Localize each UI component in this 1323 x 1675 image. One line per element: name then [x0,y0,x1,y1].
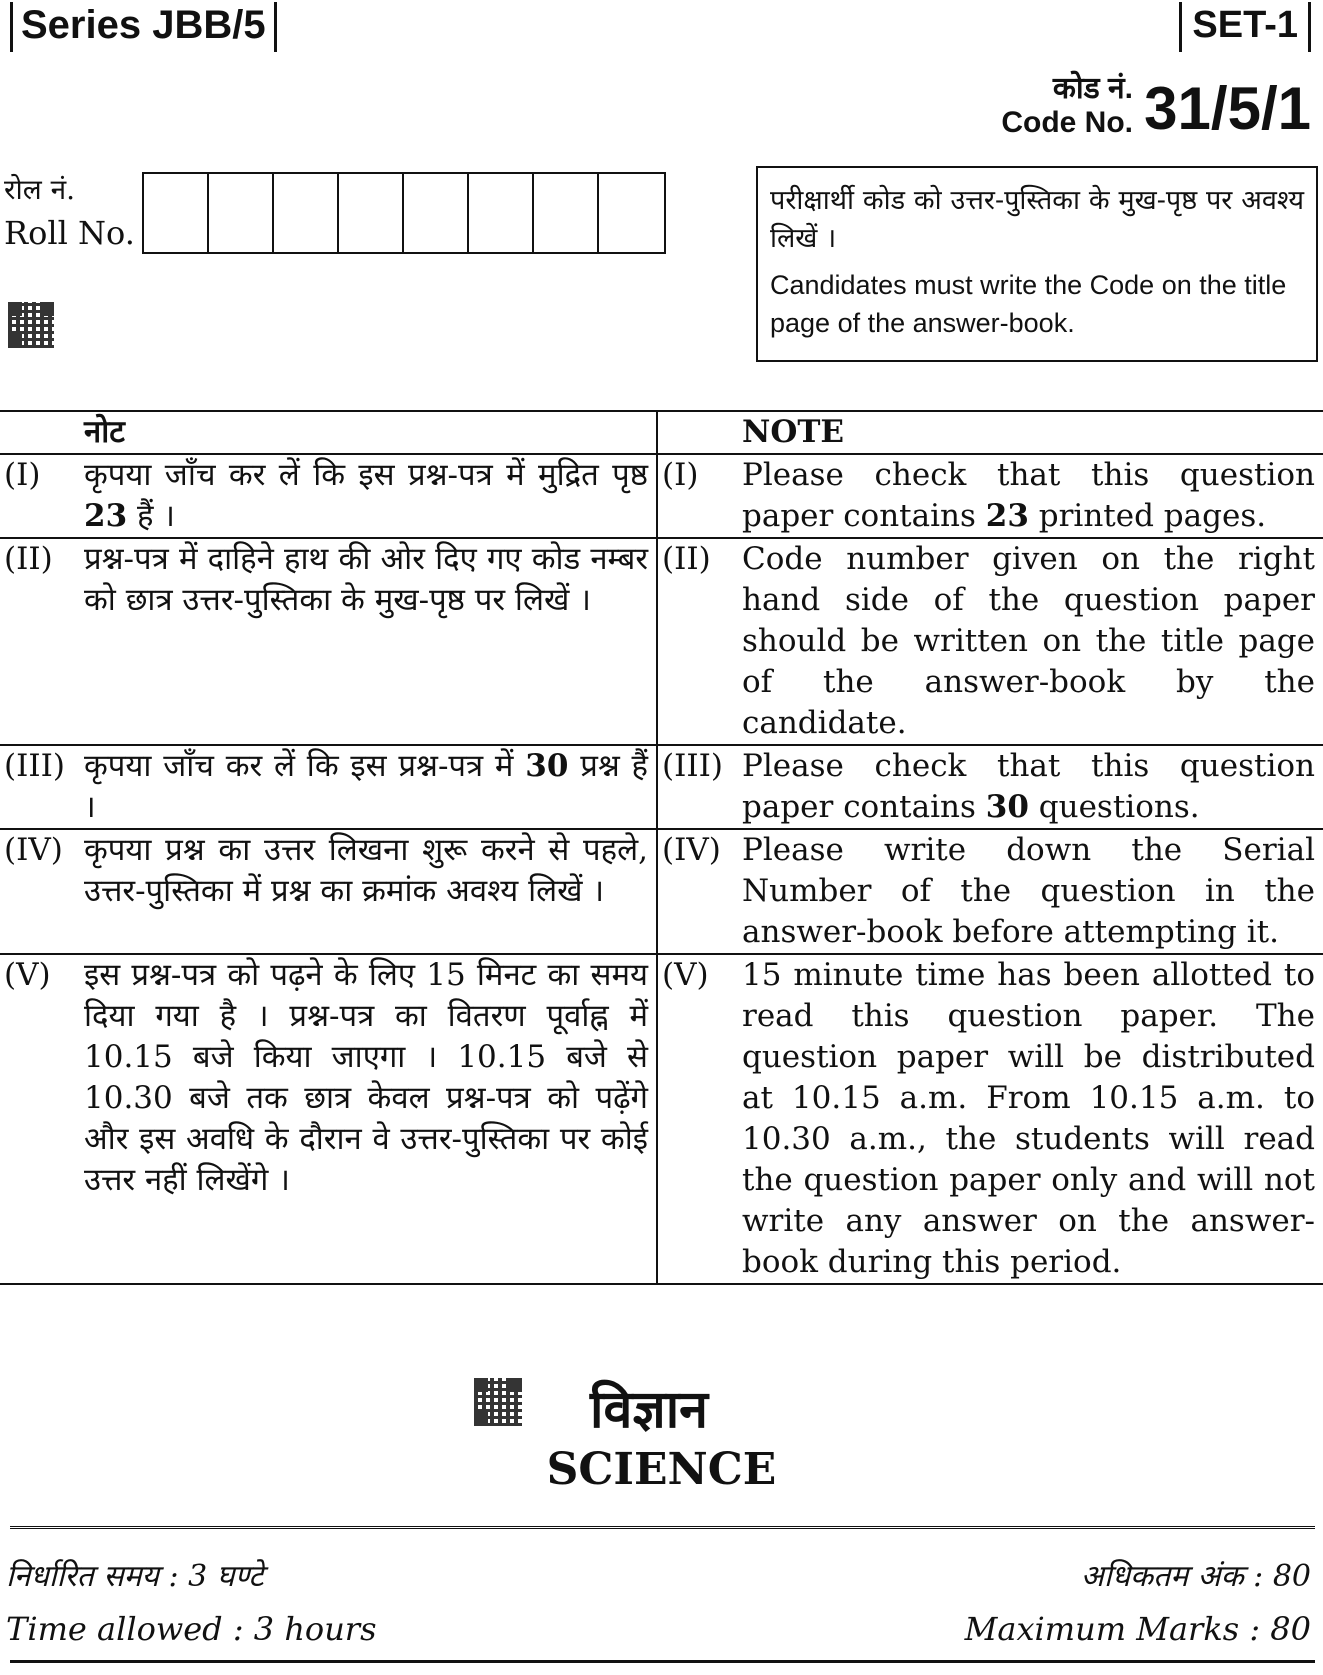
series-label: Series JBB/5 [10,2,277,52]
roll-label-english: Roll No. [4,214,135,252]
candidate-instruction-box [756,166,1318,362]
max-marks-hindi: अधिकतम अंक : 80 [1080,1559,1311,1594]
roll-number-box[interactable] [599,174,664,252]
divider-bottom [10,1660,1315,1663]
note-text-hi: कृपया जाँच कर लें कि इस प्रश्न-पत्र में मुद्रित पृष्ठ 23 हैं । [84,457,648,534]
note-text-hi: प्रश्न-पत्र में दाहिने हाथ की ओर दिए गए कोड नम्बर को छात्र उत्तर-पुस्तिका के मुख-पृष्ठ पर लिखें । [84,541,648,618]
note-text-en: 15 minute time has been allotted to read this question paper. The question paper will be distributed at 10.15 a.m. From 10.15 a.m. to 10.30 a.m., the students will read the question paper only and will not write any answer on the answer-book during this period. [742,957,1315,1280]
note-text-en: Please write down the Serial Number of the question in the answer-book before attempting it. [742,832,1315,950]
subject-title-english: SCIENCE [546,1444,777,1495]
roll-label-hindi: रोल नं. [4,173,76,206]
candidate-instruction-english: Candidates must write the Code on the title page of the answer-book. [770,270,1287,338]
note-number: (I) [4,457,41,493]
roll-number-box[interactable] [469,174,534,252]
qr-code-icon [474,1378,522,1426]
code-label-hindi: कोड नं. [1052,72,1133,105]
set-label: SET-1 [1179,2,1311,52]
note-number: (IV) [4,832,63,868]
note-text-en: Code number given on the right hand side of the question paper should be written on the title page of the answer-book by the candidate. [742,541,1315,741]
note-text-hi: इस प्रश्न-पत्र को पढ़ने के लिए 15 मिनट का समय दिया गया है । प्रश्न-पत्र का वितरण पूर्वाह्न में 10.15 बजे किया जाएगा । 10.15 बजे से 10.30 बजे तक छात्र केवल प्रश्न-पत्र को पढ़ेंगे और इस अवधि के दौरान वे उत्तर-पुस्तिका पर कोई उत्तर नहीं लिखेंगे । [84,957,648,1198]
roll-number-box[interactable] [404,174,469,252]
note-table [0,410,1323,1285]
note-number: (I) [662,457,699,493]
note-heading-hindi: नोट [84,414,125,450]
note-number: (III) [4,748,65,784]
candidate-instruction-hindi: परीक्षार्थी कोड को उत्तर-पुस्तिका के मुख-पृष्ठ पर अवश्य लिखें । [770,185,1304,254]
note-table-header [0,411,1323,454]
note-number: (IV) [662,832,721,868]
time-allowed-hindi: निर्धारित समय : 3 घण्टे [6,1559,264,1594]
time-allowed-english: Time allowed : 3 hours [6,1610,377,1648]
code-label-english: Code No. [1001,106,1133,139]
roll-number-box[interactable] [339,174,404,252]
max-marks-english: Maximum Marks : 80 [964,1610,1311,1648]
note-heading-english: NOTE [742,414,845,450]
note-row [0,745,1323,829]
roll-number-box[interactable] [534,174,599,252]
note-row [0,454,1323,538]
note-text-en: Please check that this question paper contains 23 printed pages. [742,457,1315,534]
divider-top [10,1526,1315,1529]
roll-number-box[interactable] [209,174,274,252]
subject-title-hindi: विज्ञान [590,1379,709,1440]
note-number: (V) [4,957,51,993]
note-text-hi: कृपया जाँच कर लें कि इस प्रश्न-पत्र में 30 प्रश्न हैं । [84,748,648,825]
code-number: 31/5/1 [1144,75,1311,142]
note-row [0,538,1323,745]
note-row [0,829,1323,954]
roll-number-boxes [142,172,666,254]
note-number: (II) [662,541,711,577]
note-row [0,954,1323,1284]
note-text-hi: कृपया प्रश्न का उत्तर लिखना शुरू करने से पहले, उत्तर-पुस्तिका में प्रश्न का क्रमांक अवश्य लिखें । [84,832,648,909]
roll-number-box[interactable] [274,174,339,252]
note-number: (V) [662,957,709,993]
roll-number-box[interactable] [144,174,209,252]
note-number: (III) [662,748,723,784]
note-text-en: Please check that this question paper contains 30 questions. [742,748,1315,825]
qr-code-icon [8,302,54,348]
note-number: (II) [4,541,53,577]
